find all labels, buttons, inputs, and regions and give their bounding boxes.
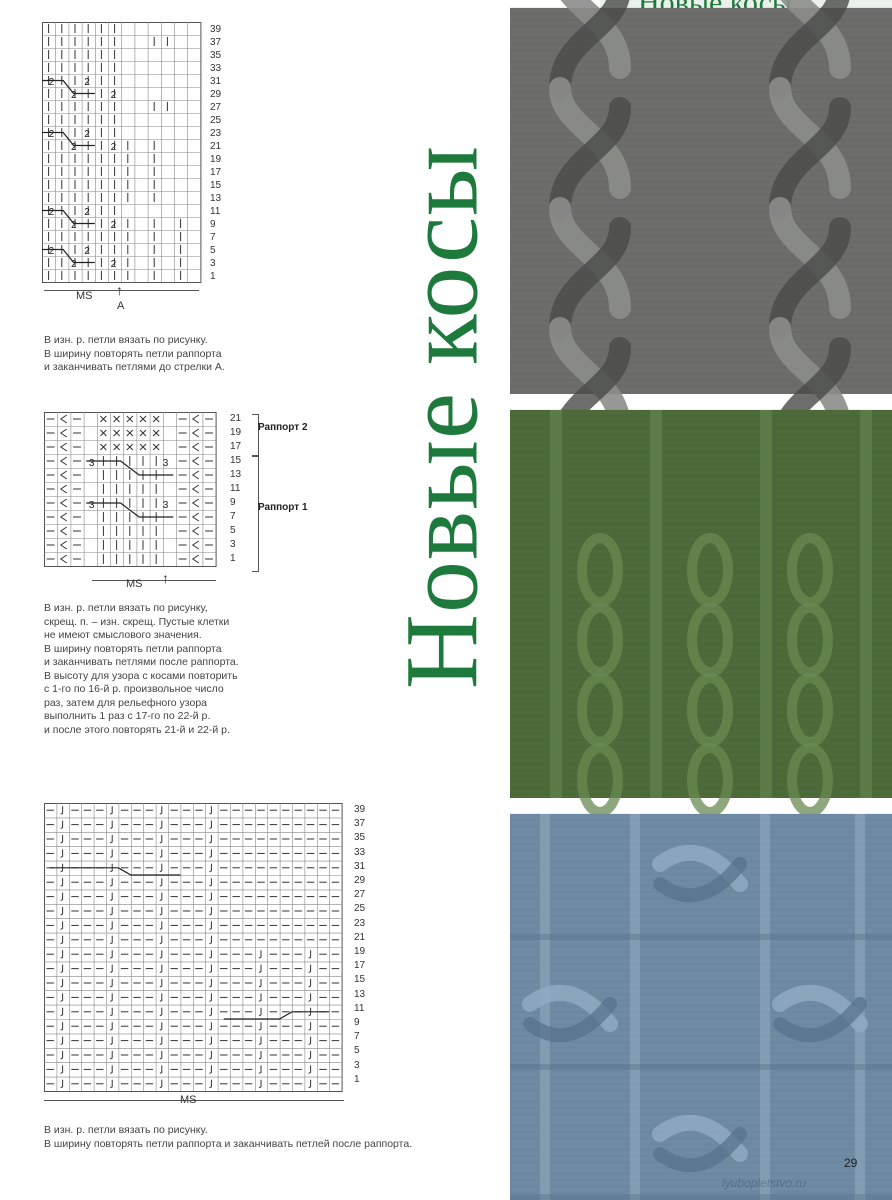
- row-number: 5: [230, 525, 236, 536]
- row-number: 7: [354, 1031, 360, 1043]
- row-number: 1: [210, 271, 216, 282]
- row-number: 25: [354, 903, 366, 915]
- row-number: 11: [210, 206, 221, 217]
- row-number: 35: [210, 50, 222, 61]
- caption-line: В изн. р. петли вязать по рисунку.: [44, 334, 208, 346]
- svg-text:2: 2: [110, 259, 117, 270]
- caption-line: и заканчивать петлями после раппорта.: [44, 656, 239, 668]
- row-number: 19: [210, 154, 222, 165]
- row-number: 39: [354, 804, 366, 815]
- row-number: 9: [230, 497, 236, 508]
- row-number: 27: [354, 889, 366, 901]
- gray-cable-swatch: [510, 8, 892, 394]
- row-number: 31: [210, 76, 222, 87]
- rapport-1-label: Раппорт 1: [258, 502, 308, 513]
- vertical-title: [384, 22, 500, 812]
- row-number: 37: [354, 818, 366, 830]
- svg-text:2: 2: [48, 77, 55, 88]
- row-number: 9: [354, 1017, 360, 1028]
- row-number: 17: [210, 167, 222, 178]
- rapport-2-bracket: [252, 414, 259, 456]
- chart-2-bottom-bar: [92, 580, 216, 581]
- row-number: 31: [354, 860, 366, 872]
- chart-1-arrow-icon: ↑: [116, 282, 123, 298]
- svg-text:2: 2: [84, 207, 90, 218]
- row-number: 13: [230, 469, 242, 480]
- caption-line: В изн. р. петли вязать по рисунку,: [44, 602, 208, 614]
- svg-text:3: 3: [162, 458, 169, 469]
- row-number: 7: [230, 511, 236, 522]
- svg-text:2: 2: [84, 77, 90, 88]
- row-number: 35: [354, 832, 366, 844]
- chart-2-grid: [44, 412, 219, 572]
- svg-text:2: 2: [48, 246, 55, 257]
- row-number: 1: [230, 553, 236, 564]
- row-number: 25: [210, 115, 222, 126]
- svg-text:3: 3: [162, 500, 169, 511]
- knitting-chart-3: [44, 803, 344, 1091]
- row-number: 37: [210, 37, 222, 48]
- row-number: 17: [354, 960, 366, 972]
- svg-text:3: 3: [88, 500, 95, 511]
- row-number: 3: [230, 539, 236, 550]
- row-number: 21: [354, 931, 366, 943]
- caption-line: раз, затем для рельефного узора: [44, 696, 208, 709]
- row-number: 21: [230, 413, 242, 424]
- svg-text:2: 2: [71, 90, 77, 101]
- row-number: 17: [230, 441, 242, 452]
- caption-line: В ширину повторять петли раппорта: [44, 347, 222, 360]
- caption-line: и заканчивать петлями до стрелки А.: [44, 361, 225, 373]
- row-number: 29: [210, 89, 222, 100]
- caption-line: скрещ. п. – изн. скрещ. Пустые клетки: [44, 615, 230, 628]
- row-number: 5: [354, 1045, 360, 1057]
- chart-1-ms-label: MS: [76, 290, 93, 302]
- row-number: 9: [210, 219, 216, 230]
- rapport-1-bracket: [252, 456, 259, 572]
- chart-1-arrow-label: A: [117, 300, 125, 312]
- row-number: 11: [354, 1002, 365, 1014]
- svg-text:2: 2: [84, 246, 90, 257]
- chart-2-ms-label: MS: [126, 578, 143, 590]
- caption-line: В ширину повторять петли раппорта: [44, 642, 222, 655]
- svg-text:2: 2: [71, 259, 77, 270]
- svg-text:2: 2: [48, 207, 55, 218]
- row-number: 15: [210, 180, 222, 191]
- chart-3-ms-label: MS: [180, 1094, 197, 1106]
- green-cable-swatch: [510, 410, 892, 798]
- page-number: 29: [844, 1156, 858, 1170]
- knitting-chart-1: [42, 22, 207, 284]
- svg-text:2: 2: [71, 142, 77, 153]
- blue-cable-swatch: [510, 814, 892, 1200]
- row-number: 13: [354, 988, 366, 1000]
- row-number: 33: [354, 846, 366, 858]
- row-number: 5: [210, 245, 216, 256]
- svg-text:2: 2: [84, 129, 90, 140]
- row-number: 29: [354, 875, 366, 886]
- row-number: 33: [210, 63, 222, 74]
- svg-text:2: 2: [110, 90, 117, 101]
- row-number: 39: [210, 24, 222, 35]
- rapport-2-label: Раппорт 2: [258, 422, 308, 433]
- caption-line: В высоту для узора с косами повторить: [44, 669, 238, 682]
- svg-text:3: 3: [88, 458, 95, 469]
- row-number: 23: [354, 917, 366, 929]
- row-number: 15: [230, 455, 242, 466]
- row-number: 15: [354, 974, 366, 986]
- vertical-title-text: Новые косы: [384, 144, 500, 690]
- row-number: 7: [210, 232, 216, 243]
- row-number: 11: [230, 483, 241, 494]
- watermark: lyubopletstvo.ru: [722, 1176, 807, 1190]
- row-number: 1: [354, 1073, 360, 1085]
- caption-line: В изн. р. петли вязать по рисунку.: [44, 1124, 208, 1136]
- svg-text:2: 2: [110, 142, 117, 153]
- row-number: 13: [210, 193, 222, 204]
- row-number: 21: [210, 141, 222, 152]
- chart-1-grid: [42, 22, 207, 284]
- caption-line: с 1-го по 16-й р. произвольное число: [44, 683, 224, 695]
- row-number: 23: [210, 128, 222, 139]
- svg-text:2: 2: [48, 129, 55, 140]
- caption-line: не имеют смыслового значения.: [44, 629, 202, 641]
- caption-line: и после этого повторять 21-й и 22-й р.: [44, 723, 230, 736]
- svg-text:2: 2: [71, 220, 77, 231]
- svg-text:2: 2: [110, 220, 117, 231]
- chart-3-grid: [44, 803, 344, 1091]
- chart-2-arrow-icon: ↑: [162, 570, 169, 586]
- knitting-chart-2: [44, 412, 219, 572]
- row-number: 27: [210, 102, 222, 113]
- row-number: 3: [210, 258, 216, 269]
- caption-line: В ширину повторять петли раппорта и заканчивать петлей после раппорта.: [44, 1137, 413, 1150]
- caption-line: выполнить 1 раз с 17-го по 22-й р.: [44, 710, 211, 722]
- row-number: 3: [354, 1059, 360, 1071]
- row-number: 19: [354, 946, 366, 957]
- row-number: 19: [230, 427, 242, 438]
